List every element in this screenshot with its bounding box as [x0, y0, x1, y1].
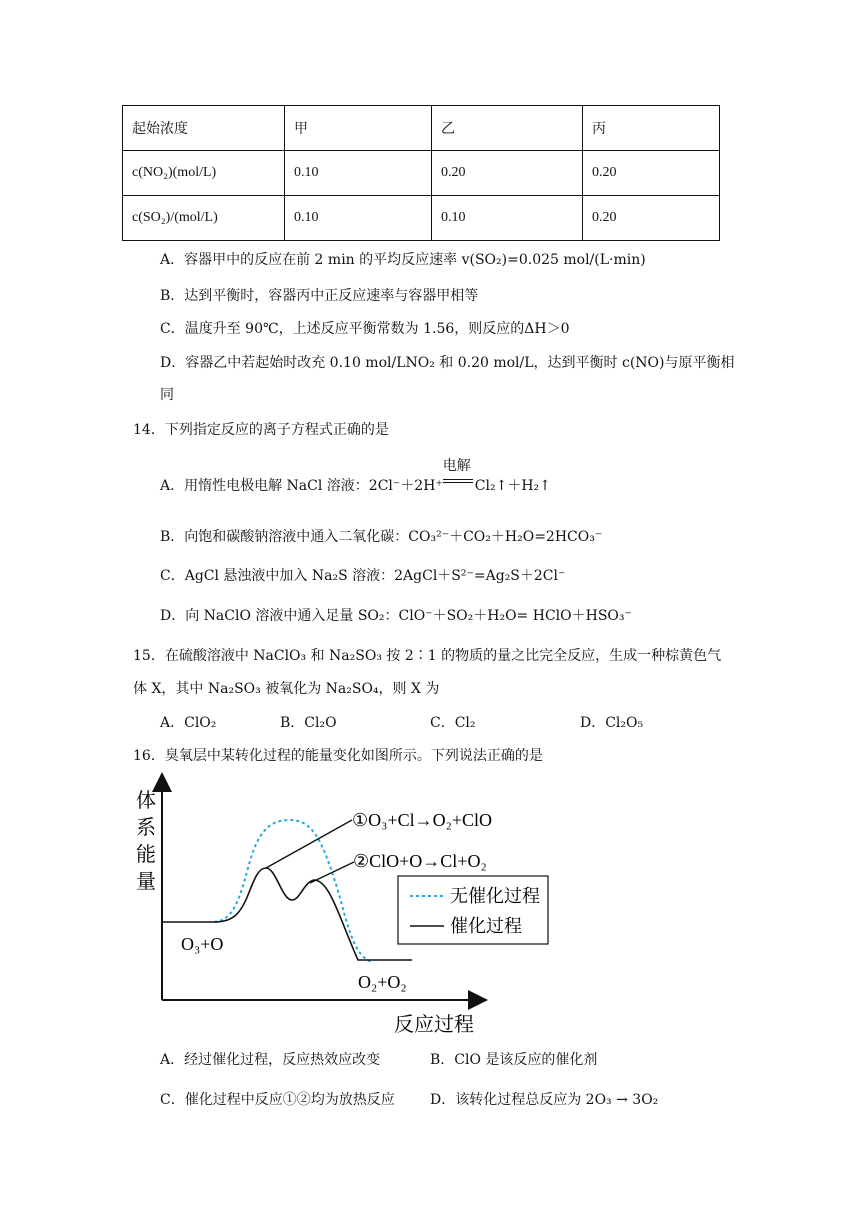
table-cell: 0.20 [583, 196, 720, 241]
table-row-label: c(NO₂)(mol/L) [123, 151, 285, 196]
q15-option-b: B．Cl₂O [280, 715, 337, 731]
electrolysis-label: 电解 [442, 458, 471, 474]
step1-label: ①O₃+Cl→O₂+ClO [352, 810, 493, 830]
table-cell: 0.10 [285, 151, 432, 196]
q13-option-d-line1: D．容器乙中若起始时改充 0.10 mol/LNO₂ 和 0.20 mol/L，达到平衡时 c(NO)与原平衡相 [160, 355, 735, 371]
q14-option-d: D．向 NaClO 溶液中通入足量 SO₂：ClO⁻＋SO₂＋H₂O= HClO＋HSO₃⁻ [160, 608, 632, 624]
table-row-label: c(SO₂)/(mol/L) [123, 196, 285, 241]
table-header-cell: 乙 [432, 106, 583, 151]
legend-uncatalyzed-label: 无催化过程 [450, 886, 540, 906]
q16-stem: 16．臭氧层中某转化过程的能量变化如图所示。下列说法正确的是 [133, 748, 543, 764]
table-cell: 0.10 [285, 196, 432, 241]
step2-pointer [310, 862, 354, 883]
table-header-cell: 起始浓度 [123, 106, 285, 151]
q15-option-a: A．ClO₂ [160, 715, 217, 731]
q14-stem: 14．下列指定反应的离子方程式正确的是 [133, 422, 389, 438]
q14-option-c: C．AgCl 悬浊液中加入 Na₂S 溶液：2AgCl＋S²⁻=Ag₂S＋2Cl⁻ [160, 568, 566, 584]
q14-option-a-left: A．用惰性电极电解 NaCl 溶液：2Cl⁻＋2H⁺ [160, 478, 443, 494]
table-cell: 0.10 [432, 196, 583, 241]
q14-option-a-right: Cl₂↑＋H₂↑ [474, 478, 551, 494]
x-axis-label: 反应过程 [394, 1014, 474, 1036]
q13-option-c: C．温度升至 90℃，上述反应平衡常数为 1.56，则反应的ΔH＞0 [160, 321, 570, 337]
table-header-cell: 甲 [285, 106, 432, 151]
q16-option-a: A．经过催化过程，反应热效应改变 [160, 1052, 381, 1068]
table-cell: 0.20 [583, 151, 720, 196]
y-axis-label-char: 量 [136, 871, 156, 893]
y-axis-label-char: 系 [136, 817, 156, 839]
uncatalyzed-curve [214, 820, 372, 962]
step2-label: ②ClO+O→Cl+O₂ [353, 851, 487, 871]
product-label: O₂+O₂ [358, 972, 407, 992]
q15-option-d: D．Cl₂O₅ [580, 715, 644, 731]
q13-option-b: B．达到平衡时，容器丙中正反应速率与容器甲相等 [160, 288, 479, 304]
table-header-cell: 丙 [583, 106, 720, 151]
q15-option-c: C．Cl₂ [430, 715, 476, 731]
q16-option-c: C．催化过程中反应①②均为放热反应 [160, 1092, 395, 1108]
q16-option-b: B．ClO 是该反应的催化剂 [430, 1052, 598, 1068]
q15-stem-line1: 15．在硫酸溶液中 NaClO₃ 和 Na₂SO₃ 按 2∶1 的物质的量之比完全反应，生成一种棕黄色气 [133, 648, 722, 664]
y-axis-label-char: 能 [136, 844, 156, 866]
q13-option-a: A．容器甲中的反应在前 2 min 的平均反应速率 v(SO₂)=0.025 mol/(L·min) [160, 252, 646, 268]
q14-option-b: B．向饱和碳酸钠溶液中通入二氧化碳：CO₃²⁻＋CO₂＋H₂O=2HCO₃⁻ [160, 529, 603, 545]
q16-option-d: D．该转化过程总反应为 2O₃ → 3O₂ [430, 1092, 659, 1108]
reactant-label: O₃+O [181, 934, 224, 954]
table-cell: 0.20 [432, 151, 583, 196]
q13-option-d-line2: 同 [160, 387, 174, 403]
legend-catalyzed-label: 催化过程 [450, 916, 522, 936]
y-axis-label-char: 体 [136, 790, 156, 812]
q15-stem-line2: 体 X，其中 Na₂SO₃ 被氧化为 Na₂SO₄，则 X 为 [133, 681, 440, 697]
